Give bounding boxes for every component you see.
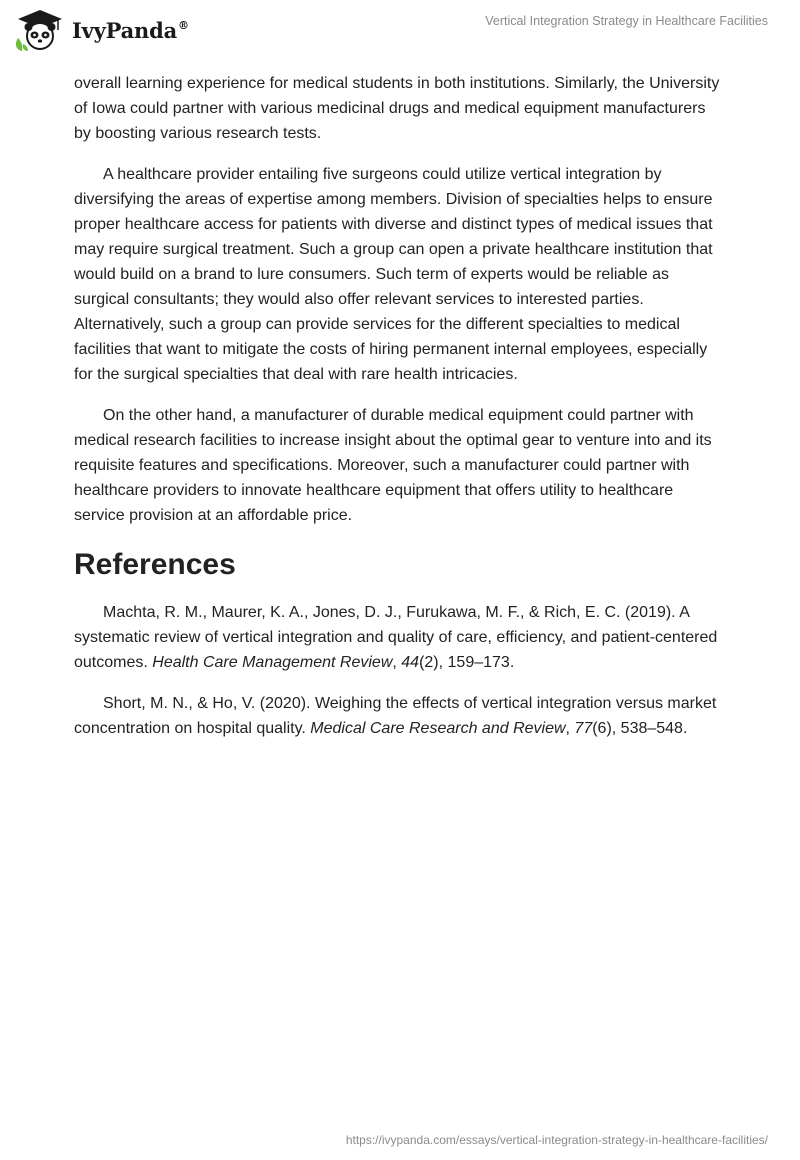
reference-journal: Medical Care Research and Review	[310, 720, 566, 737]
paragraph-3: On the other hand, a manufacturer of durable medical equipment could partner with medical research facilities to increase insight about the optimal gear to venture into and its requisite features and specifications. Moreover, such a manufacturer could partner with healthcare providers to innovate healthcare equipment that offers utility to healthcare service provision at an affordable price.	[74, 407, 712, 524]
reference-separator: ,	[565, 720, 575, 737]
essay-body	[74, 71, 724, 757]
reference-item	[74, 600, 724, 675]
panda-graduate-icon	[14, 8, 66, 52]
registered-mark: ®	[178, 18, 189, 32]
reference-authors: Short, M. N., & Ho, V. (2020). Weighing the effects of vertical integration versus market concentration on hospital quality.	[74, 695, 717, 737]
document-title: Vertical Integration Strategy in Healthcare Facilities	[485, 14, 768, 28]
reference-separator: ,	[392, 654, 402, 671]
reference-volume: 77	[574, 720, 593, 737]
reference-issue-pages: (2), 159–173.	[419, 654, 515, 671]
reference-authors: Machta, R. M., Maurer, K. A., Jones, D. J., Furukawa, M. F., & Rich, E. C. (2019). A systematic review of vertical integration and quality of care, efficiency, and patient-centered outcomes.	[74, 604, 718, 671]
reference-item	[74, 691, 724, 741]
reference-issue-pages: (6), 538–548.	[592, 720, 688, 737]
brand-name-text: IvyPanda	[72, 17, 178, 43]
paragraph-2: A healthcare provider entailing five surgeons could utilize vertical integration by diversifying the areas of expertise among members. Division of specialties helps to ensure proper healthcare access for patients with diverse and distinct types of medical issues that may require surgical treatment. Such a group can open a private healthcare institution that would build on a brand to lure consumers. Such term of experts would be reliable as surgical consultants; they would also offer relevant services to interested parties. Alternatively, such a group can provide services for the different specialties to medical facilities that want to mitigate the costs of hiring permanent internal employees, especially for the surgical specialties that deal with rare health intricacies.	[74, 166, 713, 383]
source-url[interactable]: https://ivypanda.com/essays/vertical-integration-strategy-in-healthcare-facilities/	[345, 1133, 768, 1147]
reference-volume: 44	[401, 654, 420, 671]
reference-journal: Health Care Management Review	[152, 654, 393, 671]
page-header	[0, 0, 800, 64]
brand-name	[72, 18, 189, 43]
ivypanda-logo[interactable]	[14, 8, 189, 52]
paragraph-1: overall learning experience for medical students in both institutions. Similarly, the University of Iowa could partner with various medicinal drugs and medical equipment manufacturers by boosting various research tests.	[74, 75, 720, 142]
references-heading: References	[74, 548, 236, 581]
